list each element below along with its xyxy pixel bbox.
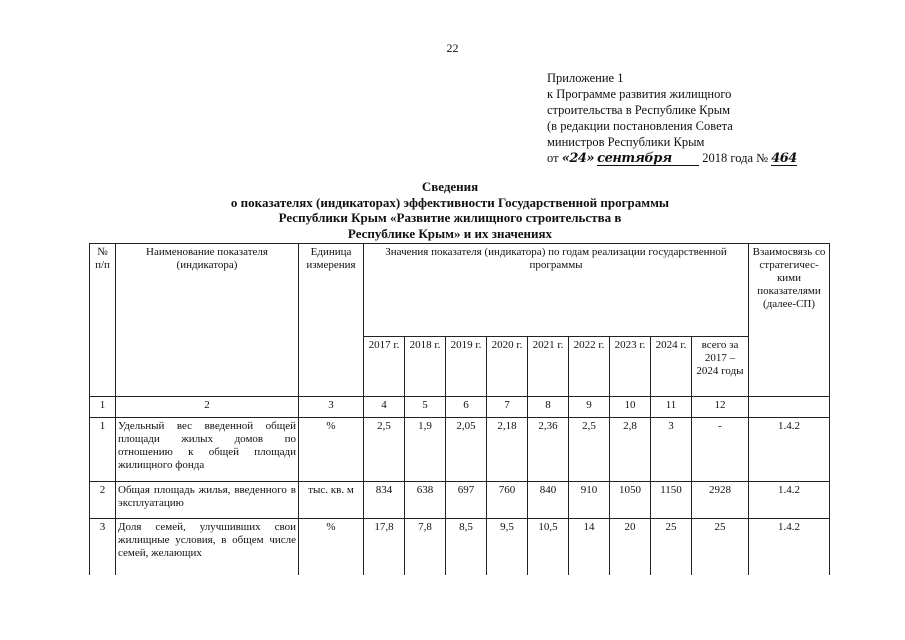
row-value: 9,5	[487, 519, 528, 579]
row-value: 20	[610, 519, 651, 579]
column-number: 6	[446, 397, 487, 418]
row-value: 2,05	[446, 418, 487, 482]
row-value: 2,8	[610, 418, 651, 482]
appendix-line: к Программе развития жилищного	[547, 87, 732, 101]
header-num: № п/п	[90, 244, 116, 397]
page-bottom-margin	[0, 575, 905, 640]
year-header: 2023 г.	[610, 337, 651, 397]
row-value: 760	[487, 482, 528, 519]
handwritten-number: 464	[771, 151, 797, 166]
column-number: 12	[692, 397, 749, 418]
column-number: 7	[487, 397, 528, 418]
row-value: 10,5	[528, 519, 569, 579]
header-row	[90, 244, 830, 337]
year-header: 2020 г.	[487, 337, 528, 397]
row-value: 8,5	[446, 519, 487, 579]
column-number: 10	[610, 397, 651, 418]
row-total: -	[692, 418, 749, 482]
column-number: 9	[569, 397, 610, 418]
year-header: 2017 г.	[364, 337, 405, 397]
appendix-line: (в редакции постановления Совета	[547, 119, 733, 133]
header-link: Взаимосвязь со стратегичес-кими показателями (далее-СП)	[749, 244, 830, 397]
row-name: Удельный вес введенной общей площади жилых домов по отношению к общей площади жилищного фонда	[116, 418, 299, 482]
year-header: 2018 г.	[405, 337, 446, 397]
row-value: 2,5	[364, 418, 405, 482]
handwritten-day: «24»	[561, 151, 595, 166]
row-value: 1050	[610, 482, 651, 519]
column-numbers-row	[90, 397, 830, 418]
appendix-date-line	[547, 150, 877, 167]
row-unit: %	[299, 418, 364, 482]
column-number: 8	[528, 397, 569, 418]
title-line: Республики Крым «Развитие жилищного строительства в	[278, 210, 622, 225]
row-value: 3	[651, 418, 692, 482]
row-value: 2,5	[569, 418, 610, 482]
row-value: 834	[364, 482, 405, 519]
row-total: 25	[692, 519, 749, 579]
date-suffix: 2018 года №	[702, 151, 769, 165]
year-header: 2019 г.	[446, 337, 487, 397]
title-line: Сведения	[421, 179, 479, 194]
document-title	[120, 179, 780, 241]
page-number: 22	[446, 41, 459, 55]
row-value: 910	[569, 482, 610, 519]
header-values: Значения показателя (индикатора) по годам реализации государственной программы	[364, 244, 749, 337]
row-value: 1,9	[405, 418, 446, 482]
appendix-line: министров Республики Крым	[547, 135, 705, 149]
row-value: 697	[446, 482, 487, 519]
column-number: 11	[651, 397, 692, 418]
column-number: 1	[90, 397, 116, 418]
row-unit: %	[299, 519, 364, 579]
row-link: 1.4.2	[749, 519, 830, 579]
column-number: 4	[364, 397, 405, 418]
column-number: 5	[405, 397, 446, 418]
row-num: 3	[90, 519, 116, 579]
row-name: Доля семей, улучшивших свои жилищные условия, в общем числе семей, желающих	[116, 519, 299, 579]
row-link: 1.4.2	[749, 418, 830, 482]
handwritten-month: сентября	[597, 152, 699, 166]
appendix-line: Приложение 1	[547, 71, 624, 85]
row-value: 2,18	[487, 418, 528, 482]
year-header: 2022 г.	[569, 337, 610, 397]
header-unit: Единица измерения	[299, 244, 364, 397]
appendix-line: строительства в Республике Крым	[547, 103, 731, 117]
row-total: 2928	[692, 482, 749, 519]
row-value: 7,8	[405, 519, 446, 579]
year-header: 2021 г.	[528, 337, 569, 397]
row-value: 2,36	[528, 418, 569, 482]
indicators-table	[89, 243, 830, 579]
row-value: 17,8	[364, 519, 405, 579]
row-value: 14	[569, 519, 610, 579]
column-number	[749, 397, 830, 418]
row-name: Общая площадь жилья, введенного в эксплуатацию	[116, 482, 299, 519]
total-header: всего за 2017 – 2024 годы	[692, 337, 749, 397]
row-unit: тыс. кв. м	[299, 482, 364, 519]
row-value: 638	[405, 482, 446, 519]
date-prefix: от	[547, 151, 559, 165]
table-row	[90, 482, 830, 519]
row-link: 1.4.2	[749, 482, 830, 519]
row-value: 25	[651, 519, 692, 579]
table-row	[90, 519, 830, 579]
row-value: 1150	[651, 482, 692, 519]
row-num: 2	[90, 482, 116, 519]
year-header: 2024 г.	[651, 337, 692, 397]
column-number: 3	[299, 397, 364, 418]
title-line: о показателях (индикаторах) эффективности Государственной программы	[230, 194, 670, 210]
column-number: 2	[116, 397, 299, 418]
header-name: Наименование показателя (индикатора)	[116, 244, 299, 397]
row-num: 1	[90, 418, 116, 482]
appendix-block	[547, 70, 877, 167]
table-row	[90, 418, 830, 482]
title-line: Республике Крым» и их значениях	[347, 225, 553, 241]
row-value: 840	[528, 482, 569, 519]
